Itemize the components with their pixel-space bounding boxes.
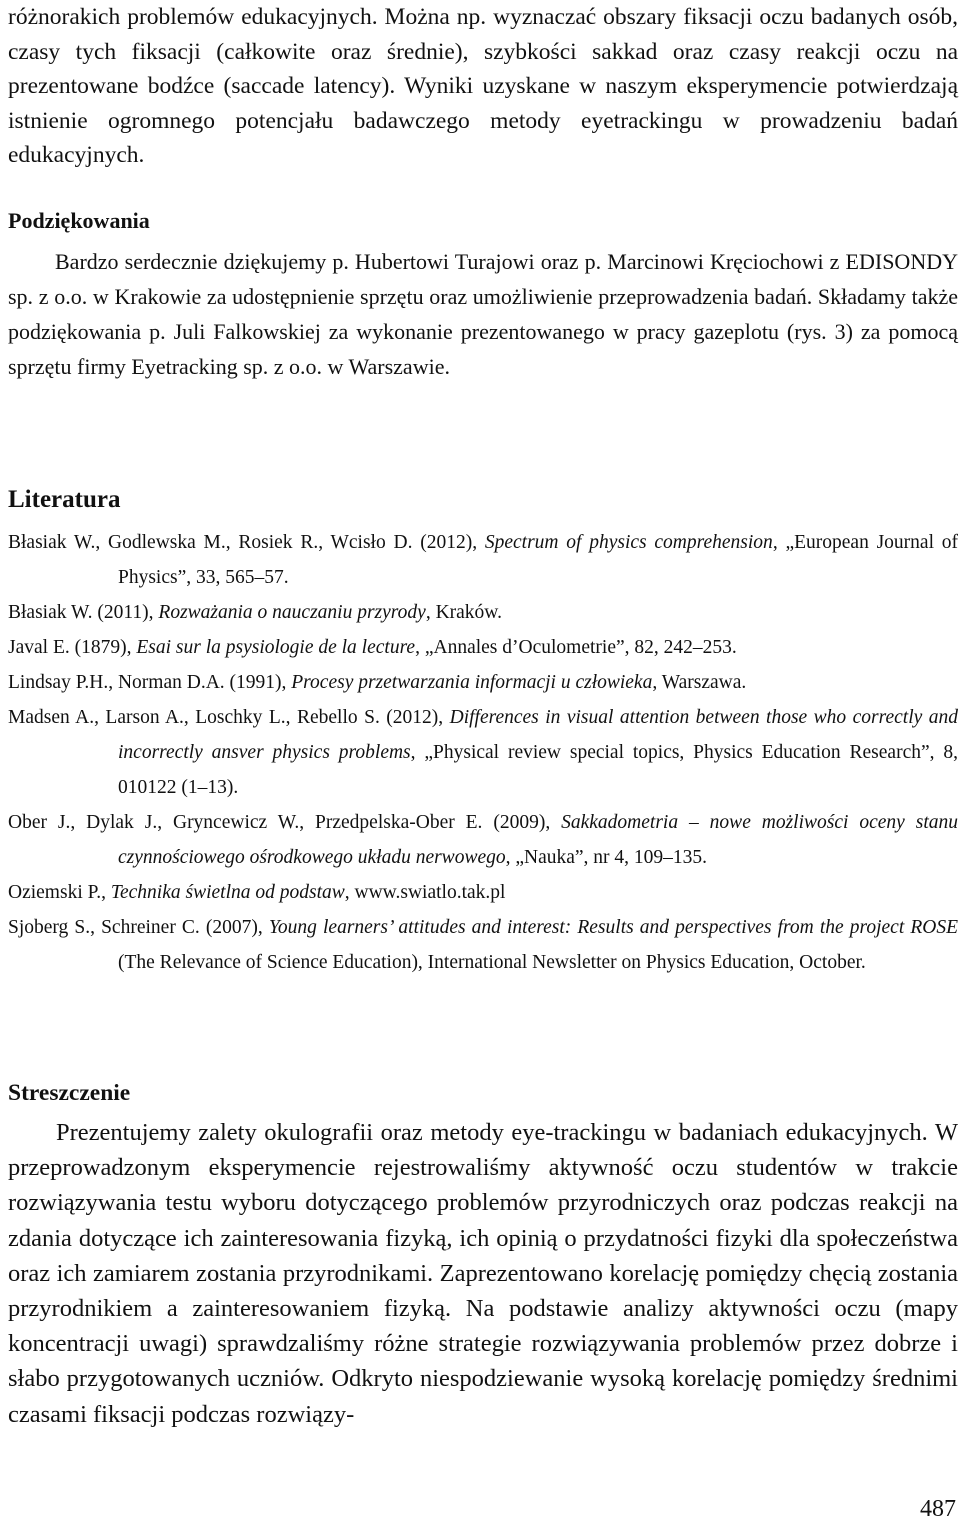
reference-source: , „Nauka”, nr 4, 109–135. [505, 847, 708, 868]
reference-authors: Ober J., Dylak J., Gryncewicz W., Przedpelska-Ober E. (2009), [8, 812, 562, 833]
reference-item [8, 875, 958, 910]
reference-item [8, 805, 958, 875]
reference-source: , „European Journal of Physics”, 33, 565–57. [118, 532, 959, 588]
reference-title: Procesy przetwarzania informacji u człowieka [291, 672, 653, 693]
reference-item [8, 700, 958, 805]
reference-item [8, 595, 958, 630]
reference-item [8, 630, 958, 665]
reference-authors: Javal E. (1879), [8, 637, 137, 658]
reference-source: , Kraków. [425, 602, 502, 623]
reference-authors: Sjoberg S., Schreiner C. (2007), [8, 917, 269, 938]
reference-title: Sakkadometria – nowe możliwości oceny stanu czynnościowego ośrodkowego układu nerwowego [118, 812, 958, 868]
reference-source: , „Physical review special topics, Physics Education Research”, 8, 010122 (1–13). [118, 742, 958, 798]
reference-source: , „Annales d’Oculometrie”, 82, 242–253. [415, 637, 737, 658]
reference-authors: Błasiak W., Godlewska M., Rosiek R., Wcisło D. (2012), [8, 532, 485, 553]
reference-authors: Oziemski P., [8, 882, 111, 903]
reference-title: Young learners’ attitudes and interest: Results and perspectives from the project ROSE [268, 917, 958, 938]
reference-source: , www.swiatlo.tak.pl [344, 882, 506, 903]
reference-item [8, 910, 958, 980]
reference-item [8, 525, 958, 595]
acknowledgements-paragraph: Bardzo serdecznie dziękujemy p. Hubertowi Turajowi oraz p. Marcinowi Kręciochowi z EDISONDY sp. z o.o. w Krakowie za udostępnienie sprzętu oraz umożliwienie przeprowadzenia badań. Składamy także podziękowania p. Juli Falkowskiej za wykonanie prezentowanego w pracy gazeplotu (rys. 3) za pomocą sprzętu firmy Eyetracking sp. z o.o. w Warszawie. [8, 249, 958, 379]
reference-item [8, 665, 958, 700]
reference-authors: Madsen A., Larson A., Loschky L., Rebello S. (2012), [8, 707, 450, 728]
abstract-heading: Streszczenie [8, 1080, 131, 1106]
reference-title: Spectrum of physics comprehension [484, 532, 773, 553]
reference-source: (The Relevance of Science Education), International Newsletter on Physics Education, October. [118, 952, 866, 973]
reference-source: , Warszawa. [652, 672, 747, 693]
reference-title: Technika świetlna od podstaw [110, 882, 345, 903]
abstract-paragraph: Prezentujemy zalety okulografii oraz metody eye-trackingu w badaniach edukacyjnych. W przeprowadzonym eksperymencie rejestrowaliśmy aktywność oczu studentów w trakcie rozwiązywania testu wyboru dotyczącego problemów przyrodniczych oraz podczas reakcji na zdania dotyczące ich zainteresowania fizyką, ich opinią o przydatności fizyki dla społeczeństwa oraz ich zamiarem zostania przyrodnikami. Zaprezentowano korelację pomiędzy chęcią zostania przyrodnikiem a zainteresowaniem fizyką. Na podstawie analizy aktywności oczu (mapy koncentracji uwagi) sprawdzaliśmy różne strategie rozwiązywania problemów przez dobrze i słabo przygotowanych uczniów. Odkryto niespodziewanie wysoką korelację pomiędzy średnimi czasami fiksacji podczas rozwiązy- [8, 1119, 958, 1428]
reference-title: Rozważania o nauczaniu przyrody [158, 602, 426, 623]
reference-authors: Lindsay P.H., Norman D.A. (1991), [8, 672, 292, 693]
reference-authors: Błasiak W. (2011), [8, 602, 159, 623]
literature-heading: Literatura [8, 486, 121, 513]
intro-paragraph: różnorakich problemów edukacyjnych. Można np. wyznaczać obszary fiksacji oczu badanych osób, czasy tych fiksacji (całkowite oraz średnie), szybkości sakkad oraz czasy reakcji oczu na prezentowane bodźce (saccade latency). Wyniki uzyskane w naszym eksperymencie potwierdzają istnienie ogromnego potencjału badawczego metody eyetrackingu w prowadzeniu badań edukacyjnych. [8, 4, 958, 168]
acknowledgements-heading: Podziękowania [8, 208, 150, 233]
page-number: 487 [920, 1496, 956, 1522]
reference-list [8, 525, 958, 980]
reference-title: Esai sur la psysiologie de la lecture [136, 637, 416, 658]
reference-title: Differences in visual attention between those who correctly and incorrectly ansver physics problems [118, 707, 958, 763]
